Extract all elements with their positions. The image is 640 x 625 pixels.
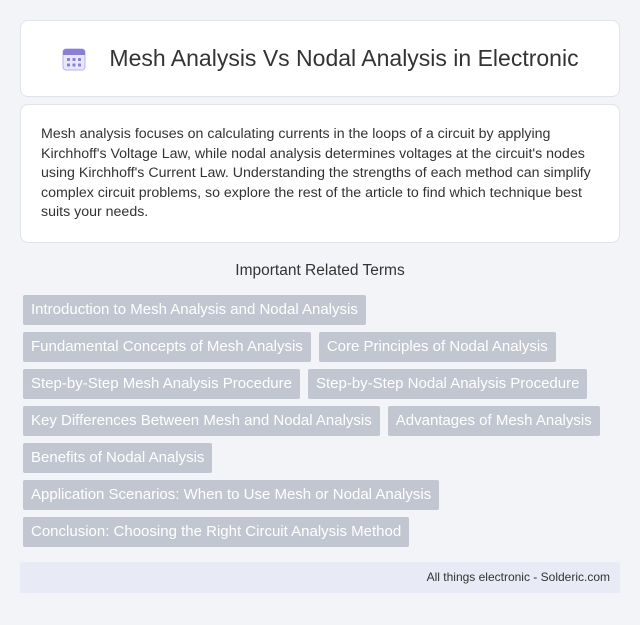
related-terms-heading: Important Related Terms bbox=[235, 262, 405, 279]
related-term-tag[interactable]: Benefits of Nodal Analysis bbox=[23, 443, 212, 473]
header-card bbox=[20, 20, 620, 97]
related-term-tag[interactable]: Conclusion: Choosing the Right Circuit Analysis Method bbox=[23, 517, 409, 547]
related-term-tag[interactable]: Application Scenarios: When to Use Mesh or Nodal Analysis bbox=[23, 480, 439, 510]
footer-text: All things electronic - Solderic.com bbox=[426, 570, 610, 584]
related-term-tag[interactable]: Introduction to Mesh Analysis and Nodal Analysis bbox=[23, 295, 366, 325]
related-term-tag[interactable]: Step-by-Step Mesh Analysis Procedure bbox=[23, 369, 300, 399]
related-term-tag[interactable]: Fundamental Concepts of Mesh Analysis bbox=[23, 332, 311, 362]
footer bbox=[20, 562, 620, 593]
related-terms-list bbox=[23, 295, 623, 547]
related-term-tag[interactable]: Core Principles of Nodal Analysis bbox=[319, 332, 556, 362]
related-term-tag[interactable]: Key Differences Between Mesh and Nodal Analysis bbox=[23, 406, 380, 436]
page-title: Mesh Analysis Vs Nodal Analysis in Electronic bbox=[109, 45, 579, 71]
related-term-tag[interactable]: Step-by-Step Nodal Analysis Procedure bbox=[308, 369, 587, 399]
calendar-icon bbox=[61, 46, 87, 72]
related-term-tag[interactable]: Advantages of Mesh Analysis bbox=[388, 406, 600, 436]
intro-paragraph: Mesh analysis focuses on calculating currents in the loops of a circuit by applying Kirchhoff's Voltage Law, while nodal analysis determines voltages at the circuit's nodes using Kirchhoff's Current Law. Understanding the strengths of each method can simplify complex circuit problems, so explore the rest of the article to find which technique best suits your needs. bbox=[41, 126, 591, 220]
header bbox=[61, 45, 578, 72]
intro-card bbox=[20, 104, 620, 243]
